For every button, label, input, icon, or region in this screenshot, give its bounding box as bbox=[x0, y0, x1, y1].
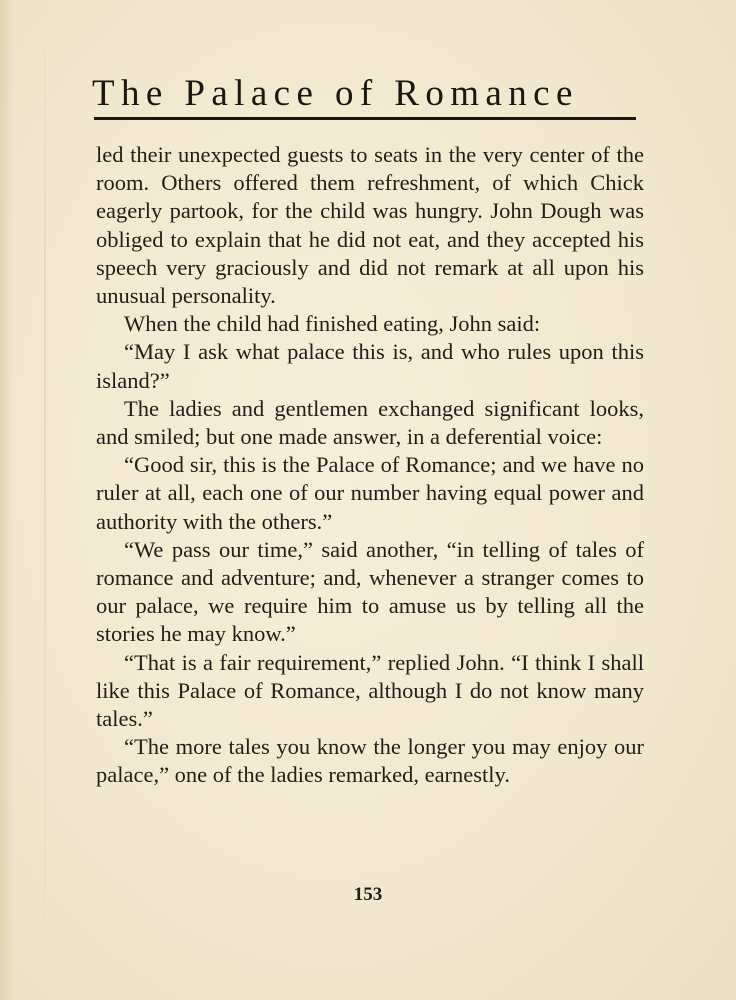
page-edge-shadow bbox=[0, 0, 14, 1000]
body-text bbox=[96, 141, 644, 790]
page-crease bbox=[44, 0, 46, 1000]
paragraph: “Good sir, this is the Palace of Romance; and we have no ruler at all, each one of our number having equal power and authority with the others.” bbox=[96, 452, 644, 534]
paragraph-continued: led their unexpected guests to seats in the very center of the room. Others offered them refreshment, of which Chick eagerly partook, for the child was hungry. John Dough was obliged to explain that he did not eat, and they accepted his speech very graciously and did not remark at all upon his unusual personality. bbox=[96, 142, 644, 309]
running-head-rule bbox=[94, 117, 636, 120]
paragraph: “May I ask what palace this is, and who rules upon this island?” bbox=[96, 339, 644, 393]
paragraph: The ladies and gentlemen exchanged significant looks, and smiled; but one made answer, in a deferential voice: bbox=[96, 395, 644, 450]
paragraph: “That is a fair requirement,” replied John. “I think I shall like this Palace of Romance, although I do not know many tales.” bbox=[96, 649, 644, 732]
paragraph: “The more tales you know the longer you may enjoy our palace,” one of the ladies remarked, earnestly. bbox=[96, 734, 644, 788]
paragraph: “We pass our time,” said another, “in telling of tales of romance and adventure; and, whenever a stranger comes to our palace, we require him to amuse us by telling all the stories he may know.” bbox=[96, 536, 644, 647]
page-number: 153 bbox=[353, 884, 383, 905]
running-head: The Palace of Romance bbox=[92, 73, 579, 114]
paragraph: When the child had finished eating, John said: bbox=[124, 311, 541, 337]
